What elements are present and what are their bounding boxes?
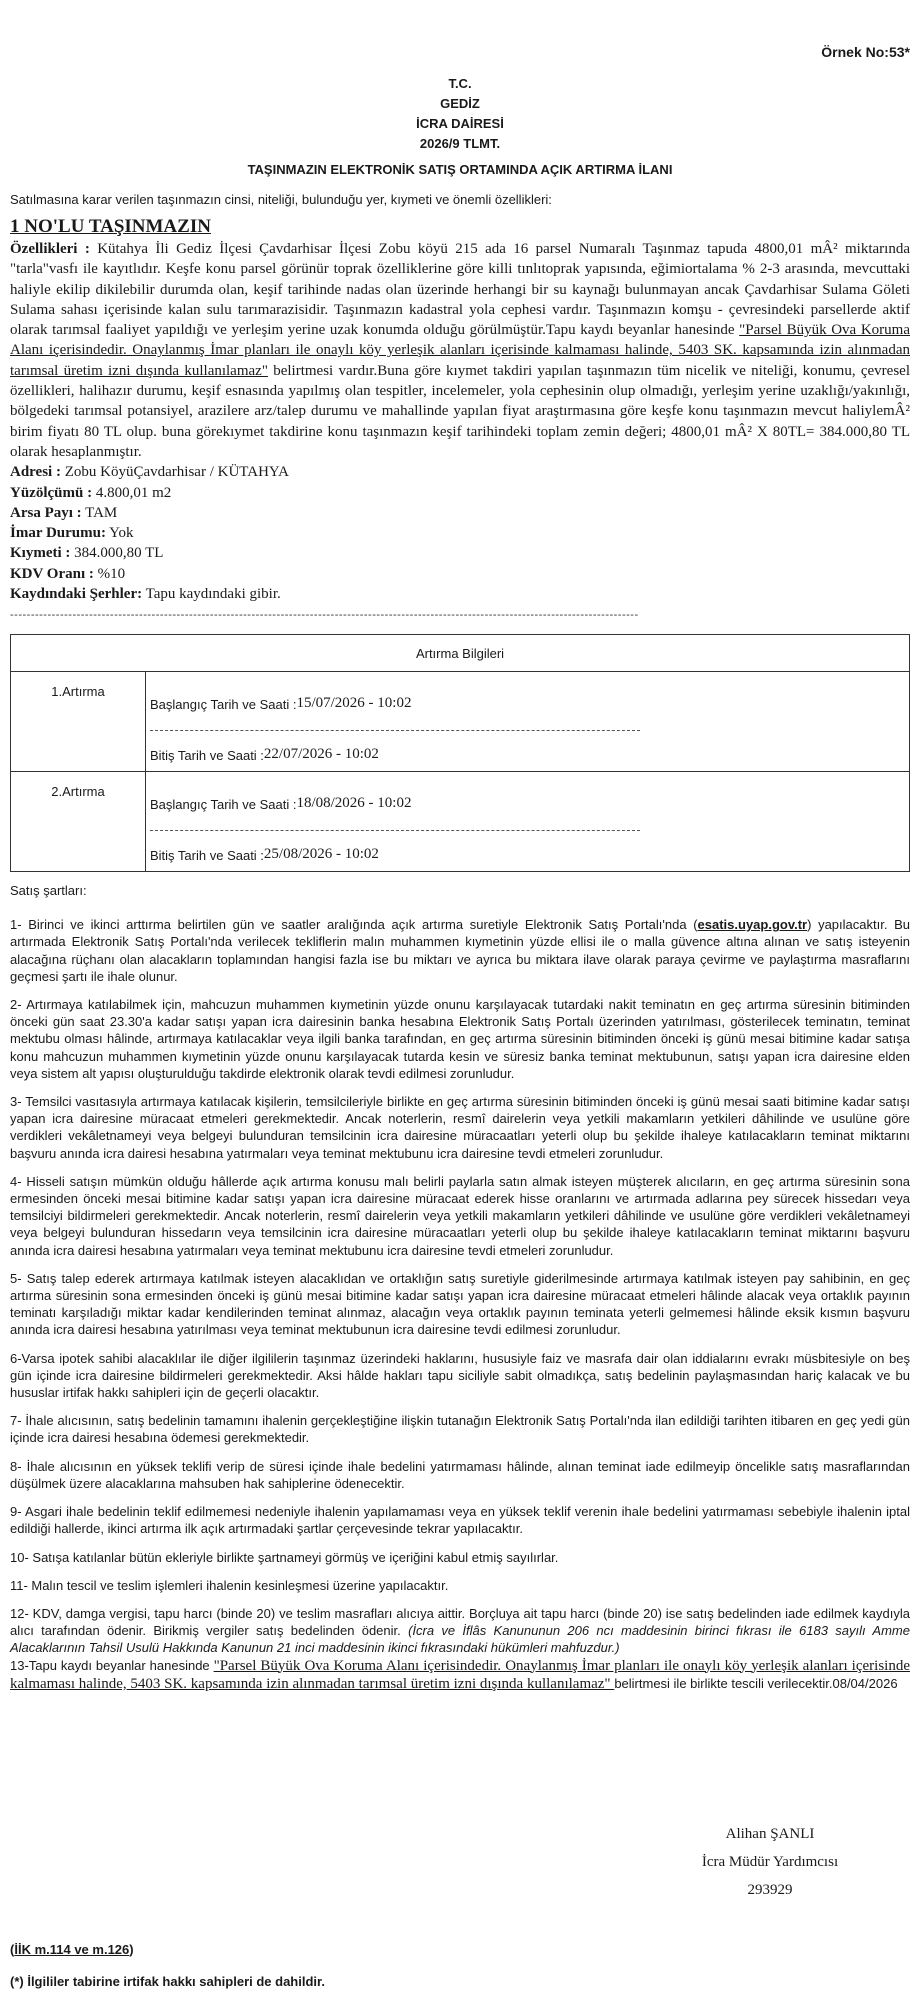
area-label: Yüzölçümü :	[10, 484, 93, 501]
term-11: 11- Malın tescil ve teslim işlemleri ihalenin kesinleşmesi üzerine yapılacaktır.	[10, 1577, 449, 1593]
end-date-value: 22/07/2026 - 10:02	[263, 746, 379, 762]
document-title: TAŞINMAZIN ELEKTRONİK SATIŞ ORTAMINDA AÇIK ARTIRMA İLANI	[247, 162, 673, 177]
terms-heading: Satış şartları:	[10, 883, 87, 898]
auction-round-label: 2.Artırma	[11, 772, 146, 872]
term-2: 2- Artırmaya katılabilmek için, mahcuzun muhammen kıymetinin yüzde onunu karşılayacak tutardaki nakit teminatın en geç artırma süresinin bitiminden önceki gün saat 23.30'a kadar satışı yapan icra dairesinin banka hesabına Elektronik Satış Portalı üzerinden yatırılması, gösterilecek teminatın, teminat mektubu olması hâlinde, artırmaya katılacaklar veya ilgili banka tarafından, en geç artırma süresinin bitiminden önceki iş günü mesai bitimine kadar satışa konu mahcuzun muhammen kıymetinin yüzde onunu karşılayacak tutarda kesin ve süresiz banka teminat mektubunun, satışı yapan icra dairesine elden veya sistem alt yapısı oluşturulduğu takdirde elektronik olarak tevdi edilmesi zorunludur.	[10, 997, 910, 1081]
legal-ref-text: İİK m.114 ve m.126	[14, 1942, 130, 1957]
value-label: Kıymeti :	[10, 545, 71, 562]
annotations-label: Kaydındaki Şerhler:	[10, 586, 143, 603]
term-5: 5- Satış talep ederek artırmaya katılmak isteyen alacaklıdan ve ortaklığın satış suretiyle giderilmesinde artırmaya katılmak isteyen pay sahibinin, en geç artırma süresinin sona ermesinden önceki iş günü mesai bitimine kadar satışı yapan icra dairesine müracaat etmeleri hâlinde alacak veya ortaklık payının teminatı karşıladığı miktar kadar kendilerinden teminat alınmaz, alacağın veya ortaklık payının teminata yeterli gelmemesi hâlinde eksik kısmın başvuru anında icra dairesi hesabına yatırılması veya teminat mektubunun icra dairesine tevdi edilmesi zorunludur.	[10, 1270, 910, 1338]
property-annotations	[10, 584, 910, 604]
signer-id: 293929	[747, 1882, 793, 1898]
term-12	[10, 1605, 910, 1657]
legal-reference	[10, 1942, 134, 1957]
start-date-value: 15/07/2026 - 10:02	[296, 695, 412, 711]
term-13-text-a: 13-Tapu kaydı beyanlar hanesinde	[10, 1657, 214, 1673]
auction-table	[10, 634, 910, 872]
header-line-file-no: 2026/9 TLMT.	[419, 136, 501, 151]
term-10: 10- Satışa katılanlar bütün ekleriyle birlikte şartnameyi görmüş ve içeriğini kabul etmiş sayılırlar.	[10, 1549, 559, 1565]
auction-round-label: 1.Artırma	[11, 672, 146, 772]
signer-title: İcra Müdür Yardımcısı	[701, 1854, 839, 1870]
row-separator	[150, 822, 640, 831]
sale-terms	[10, 882, 910, 1704]
start-date-label: Başlangıç Tarih ve Saati :	[150, 697, 297, 712]
zoning-label: İmar Durumu:	[10, 525, 106, 542]
start-date-label: Başlangıç Tarih ve Saati :	[150, 797, 297, 812]
features-text-1: Kütahya İli Gediz İlçesi Çavdarhisar İlçesi Zobu köyü 215 ada 16 parsel Numaralı Taşınmaz tapuda 4800,01 mÂ² miktarında "tarla"vasfı ile kayıtlıdır. Keşfe konu parsel görünür toprak özelliklerine göre killi tınlıtoprak yapısında, eğimiortalama % 2-3 arasında, mevcuttaki haliyle ekilip dikilebilir durumda olan, keşif tarihinde nadas olan üzerinde herhangi bir su kaynağı bulunmayan ancak Çavdarhisar Sulama Göleti Sulama sahası içerisinde kalan sulu tarımarazisidir. Taşınmazın kadastral yola cephesi vardır. Taşınmazın komşu - çevresindeki parsellerde aktif olarak tarımsal faaliyet yapıldığı ve yerleşim yerine uzak konumda olduğu görülmüştür.Tapu kaydı beyanlar hanesinde	[10, 241, 910, 339]
start-date-row	[150, 772, 909, 814]
end-date-label: Bitiş Tarih ve Saati :	[150, 848, 264, 863]
property-zoning	[10, 523, 910, 543]
features-underlined: "Parsel Büyük Ova Koruma Alanı içerisindedir. Onaylanmış İmar planları ile onaylı köy yerleşik alanları içerisinde kalmaması halinde, 5403 SK. kapsamında izin alınmadan tarımsal üretim izni dışında kullanılamaz"	[10, 322, 910, 379]
property-area	[10, 483, 910, 503]
sample-number: Örnek No:53*	[821, 44, 910, 60]
term-6: 6-Varsa ipotek sahibi alacaklılar ile diğer ilgililerin taşınmaz üzerindeki haklarını, hususiyle faiz ve masrafa dair olan iddialarını evrakı müsbitesiyle on beş gün içinde icra dairesine bildirmeleri gerekmektedir. Aksi hâlde hakları tapu siciliyle sabit olmadıkça, satış bedelinin paylaşmasından hariç kalacak ve bu hususlar irtifak hakkı sahipleri için de geçerli olacaktır.	[10, 1350, 910, 1401]
signature-block	[670, 1820, 870, 1904]
intro-text: Satılmasına karar verilen taşınmazın cinsi, niteliği, bulunduğu yer, kıymeti ve önemli özellikleri:	[10, 192, 552, 207]
term-1-text-a: 1- Birinci ve ikinci arttırma belirtilen gün ve saatler aralığında açık artırma suretiyle Elektronik Satış Portalı'nda (	[10, 917, 698, 933]
kdv-label: KDV Oranı :	[10, 565, 94, 582]
footnote: (*) İlgililer tabirine irtifak hakkı sahipleri de dahildir.	[10, 1974, 325, 1989]
term-13	[10, 1657, 910, 1693]
row-separator	[150, 722, 640, 731]
property-kdv	[10, 564, 910, 584]
end-date-row	[150, 731, 909, 765]
end-date-row	[150, 831, 909, 865]
property-value	[10, 543, 910, 563]
start-date-row	[150, 672, 909, 714]
term-9: 9- Asgari ihale bedelinin teklif edilmemesi nedeniyle ihalenin yapılamaması veya en yüksek teklif verenin ihale bedelini yatırmaması sebebiyle ihalenin iptal edildiği hallerde, ikinci artırma ilk açık artırmadaki şartlar çerçevesinde tekrar yapılacaktır.	[10, 1504, 910, 1537]
address-value: Zobu KöyüÇavdarhisar / KÜTAHYA	[60, 464, 289, 481]
share-label: Arsa Payı :	[10, 504, 82, 521]
area-value: 4.800,01 m2	[92, 484, 172, 501]
auction-round-row	[11, 772, 910, 872]
signer-name: Alihan ŞANLI	[725, 1826, 815, 1842]
property-address	[10, 462, 910, 482]
portal-link[interactable]: esatis.uyap.gov.tr	[697, 917, 808, 933]
features-label: Özellikleri :	[10, 241, 90, 257]
term-8: 8- İhale alıcısının en yüksek teklifi verip de süresi içinde ihale bedelini yatırmaması hâlinde, alınan teminat iade edilmeyip öncelikle satış masraflarından düşülmek üzere alacaklarına mahsuben hak sahiplerine ödenecektir.	[10, 1458, 910, 1491]
property-share	[10, 503, 910, 523]
end-date-label: Bitiş Tarih ve Saati :	[150, 748, 264, 763]
term-7: 7- İhale alıcısının, satış bedelinin tamamını ihalenin gerçekleştiğine ilişkin tutanağın Elektronik Satış Portalı'nda ilan edildiği tarihten itibaren en geç yedi gün içinde icra dairesi hesabına ödemesi gerekmektedir.	[10, 1413, 910, 1446]
annotations-value: Tapu kaydındaki gibir.	[142, 586, 281, 603]
term-12-italic: (İcra ve İflâs Kanununun 206 ncı maddesinin birinci fıkrası ile 6183 sayılı Amme Alacaklarının Tahsil Usulü Hakkında Kanunun 21 inci maddesinin ikinci fıkrasındaki hükümleri mahfuzdur.)	[10, 1623, 910, 1656]
start-date-value: 18/08/2026 - 10:02	[296, 795, 412, 811]
legal-ref-open: (	[10, 1942, 15, 1957]
auction-table-header: Artırma Bilgileri	[11, 635, 910, 672]
term-3: 3- Temsilci vasıtasıyla artırmaya katılacak kişilerin, temsilcileriyle birlikte en geç artırma süresinin bitiminden önceki iş günü mesai saati bitimine kadar satışı yapan icra dairesine müracaat etmeleri gerekmektedir. Ancak noterlerin, resmî dairelerin veya yetkili makamların yetkileri dâhilinde ve usulüne göre verdikleri vekâletnameyi veya belgeyi bulunduran temsilcinin icra dairesine müracaatları yeterli olup bu şekilde ihaleye katılacakların teminat miktarını başvuru anında icra dairesi hesabına yatırmaları veya teminat mektubunu icra dairesine tevdi etmeleri zorunludur.	[10, 1094, 910, 1161]
legal-ref-close: )	[129, 1942, 134, 1957]
auction-round-dates	[146, 672, 910, 772]
kdv-value: %10	[93, 565, 126, 582]
term-13-underlined: "Parsel Büyük Ova Koruma Alanı içerisindedir. Onaylanmış İmar planları ile onaylı köy yerleşik alanları içerisinde kalmaması halinde, 5403 SK. kapsamında izin alınmadan tarımsal üretim izni dışında kullanılamaz"	[10, 1657, 910, 1692]
property-section	[10, 215, 910, 604]
term-4: 4- Hisseli satışın mümkün olduğu hâllerde açık artırma konusu malı belirli paylarla satın almak isteyen müşterek alıcıların, en geç artırma süresinin sona ermesinden önceki mesai bitimine kadar satışı yapan icra dairesine müracaat ederek hisse oranlarını ve artırmada adlarına pey sürecek hissedarı veya temsilciyi bildirmeleri gerekmektedir. Ancak noterlerin, resmî dairelerin veya yetkili makamların yetkileri dâhilinde ve usulüne göre verdikleri vekâletnameyi veya belgeyi bulunduran hissedarın veya temsilcinin icra dairesine müracaatları yeterli olup bu şekilde ihaleye katılacakların teminat miktarını başvuru anında icra dairesi hesabına yatırmaları veya teminat mektubunu icra dairesine tevdi etmeleri zorunludur.	[10, 1173, 910, 1258]
features-text-2: belirtmesi vardır.Buna göre kıymet takdiri yapılan taşınmazın tüm nicelik ve niteliği, konumu, çevresel özellikleri, halihazır durumu, keşif esnasında yapılmış olan tespitler, incelemeler, yola cephesinin olup olmadığı, yerleşim yerine uzaklığı/yakınlığı, bölgedeki tarımsal potansiyel, arazilere arz/talep durumu ve mahallinde yapılan fiyat araştırmasına göre keşfe konu taşınmazın mevcut haliylemÂ² birim fiyatı 80 TL olup. buna görekıymet takdirine konu taşınmazın keşif tarihindeki toplam zemin değeri; 4800,01 mÂ² X 80TL= 384.000,80 TL olarak hesaplanmıştır.	[10, 362, 910, 460]
header-line-tc: T.C.	[448, 76, 472, 91]
auction-round-dates	[146, 772, 910, 872]
auction-round-row	[11, 672, 910, 772]
term-13-text-b: belirtmesi ile birlikte tescili verilecektir.08/04/2026	[614, 1675, 898, 1691]
term-1	[10, 916, 910, 985]
term-1-text-b: ) yapılacaktır. Bu artırmada Elektronik Satış Portalı'nda verilecek tekliflerin malın muhammen kıymetinin yüzde ellisi ile o malla güvence altına alınan ve satış isteyenin alacağına rüçhanı olan alacakların toplamından hangisi fazla ise bu miktarı ve ayrıca bu miktara ilave olarak paraya çevirme ve paylaştırma masraflarını geçmesi şartı ile ihale olunur.	[10, 917, 910, 984]
end-date-value: 25/08/2026 - 10:02	[263, 846, 379, 862]
property-features	[10, 239, 910, 462]
header-line-office: İCRA DAİRESİ	[416, 116, 504, 131]
value-amount: 384.000,80 TL	[70, 545, 164, 562]
section-separator: -------------------------------------------------------------------------------------------------------------------------------------------------------	[10, 609, 639, 621]
authority-header	[10, 74, 910, 154]
zoning-value: Yok	[105, 525, 134, 542]
share-value: TAM	[81, 504, 118, 521]
term-12-text: 12- KDV, damga vergisi, tapu harcı (binde 20) ve teslim masrafları alıcıya aittir. Borçluya ait tapu harcı (binde 20) ise satış bedelinden iade edilmek kaydıyla alıcı tarafından ödenir. Birikmiş vergiler satış bedelinden ödenir.	[10, 1605, 910, 1639]
property-heading: 1 NO'LU TAŞINMAZIN	[10, 216, 211, 237]
address-label: Adresi :	[10, 464, 61, 481]
header-line-city: GEDİZ	[440, 96, 480, 111]
